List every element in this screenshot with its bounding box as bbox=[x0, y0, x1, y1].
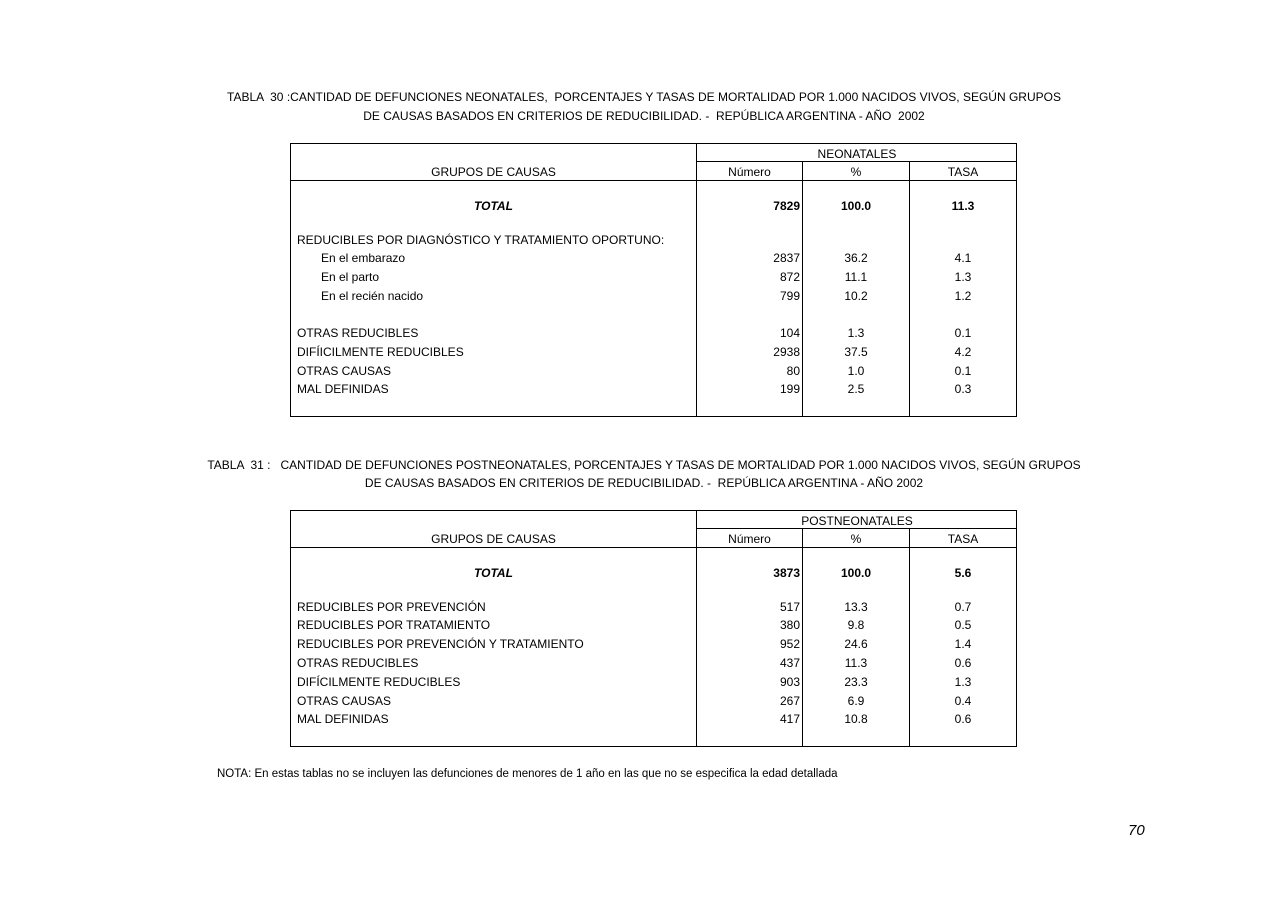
table-row-tasa: 0.4 bbox=[954, 694, 972, 708]
table30-total-pct: 100.0 bbox=[840, 199, 872, 213]
table-row-tasa: 0.6 bbox=[954, 656, 972, 670]
table-row-tasa: 4.2 bbox=[954, 345, 972, 359]
table-row-numero: 2938 bbox=[773, 345, 800, 359]
table30-total-label: TOTAL bbox=[474, 199, 513, 213]
table-row-label: REDUCIBLES POR PREVENCIÓN Y TRATAMIENTO bbox=[297, 637, 584, 651]
table-row-pct: 6.9 bbox=[847, 694, 865, 708]
table30 bbox=[290, 143, 1017, 417]
table30-title-line1: TABLA 30 :CANTIDAD DE DEFUNCIONES NEONATALES, PORCENTAJES Y TASAS DE MORTALIDAD POR 1.000 NACIDOS VIVOS, SEGÚN GRUPOS bbox=[227, 90, 1061, 104]
table-row-label: DIFÍCILMENTE REDUCIBLES bbox=[297, 675, 461, 689]
table-row-numero: 903 bbox=[779, 675, 800, 689]
table-row-pct: 23.3 bbox=[844, 675, 868, 689]
table31-col-pct: % bbox=[850, 532, 862, 546]
table-row-pct: 1.3 bbox=[847, 326, 865, 340]
footnote: NOTA: En estas tablas no se incluyen las defunciones de menores de 1 año en las que no se especifica la edad detallada bbox=[217, 768, 838, 780]
table-row-pct: 1.0 bbox=[847, 364, 865, 378]
table-row-label: En el embarazo bbox=[321, 251, 406, 265]
table-row-label: En el parto bbox=[321, 270, 380, 284]
table-row-tasa: 0.1 bbox=[954, 326, 972, 340]
table-row-numero: 799 bbox=[779, 289, 800, 303]
table-row-tasa: 1.4 bbox=[954, 637, 972, 651]
table31-group-header: POSTNEONATALES bbox=[801, 514, 913, 528]
table-row-tasa: 1.2 bbox=[954, 289, 972, 303]
table-row-pct: 36.2 bbox=[844, 251, 868, 265]
table-row-label: En el recién nacido bbox=[321, 289, 424, 303]
table31-total-pct: 100.0 bbox=[840, 566, 872, 580]
table30-col-pct: % bbox=[850, 165, 862, 179]
table-row-tasa: 1.3 bbox=[954, 270, 972, 284]
table-row-pct: 10.8 bbox=[844, 712, 868, 726]
table-row-label: OTRAS CAUSAS bbox=[297, 694, 392, 708]
table-row-tasa: 0.6 bbox=[954, 712, 972, 726]
table30-col-tasa: TASA bbox=[947, 165, 979, 179]
table-row-label: REDUCIBLES POR TRATAMIENTO bbox=[297, 618, 491, 632]
table30-col-numero: Número bbox=[728, 165, 771, 179]
table31-total-numero: 3873 bbox=[773, 566, 800, 580]
table-row-pct: 2.5 bbox=[847, 382, 865, 396]
table-row-pct: 24.6 bbox=[844, 637, 868, 651]
table-row-pct: 37.5 bbox=[844, 345, 868, 359]
table-row-numero: 872 bbox=[779, 270, 800, 284]
table-row-numero: 267 bbox=[779, 694, 800, 708]
table31-title-line2: DE CAUSAS BASADOS EN CRITERIOS DE REDUCIBILIDAD. - REPÚBLICA ARGENTINA - AÑO 2002 bbox=[364, 476, 924, 490]
table31-total-label: TOTAL bbox=[474, 566, 513, 580]
table-row-label: OTRAS CAUSAS bbox=[297, 364, 392, 378]
table-row-tasa: 0.3 bbox=[954, 382, 972, 396]
table-row-numero: 199 bbox=[779, 382, 800, 396]
table30-group-header: NEONATALES bbox=[817, 147, 897, 161]
table-row-numero: 952 bbox=[779, 637, 800, 651]
table-row-numero: 517 bbox=[779, 600, 800, 614]
table30-total-tasa: 11.3 bbox=[951, 199, 975, 213]
table-row-tasa: 0.7 bbox=[954, 600, 972, 614]
table-row-numero: 380 bbox=[779, 618, 800, 632]
table30-col-causas: GRUPOS DE CAUSAS bbox=[431, 165, 556, 179]
table-row-label: OTRAS REDUCIBLES bbox=[297, 656, 419, 670]
table-row-tasa: 4.1 bbox=[954, 251, 972, 265]
table-row-pct: 10.2 bbox=[844, 289, 868, 303]
table-row-numero: 437 bbox=[779, 656, 800, 670]
table-row-label: MAL DEFINIDAS bbox=[297, 712, 389, 726]
table-row-numero: 417 bbox=[779, 712, 800, 726]
table-row-pct: 13.3 bbox=[844, 600, 868, 614]
table31 bbox=[290, 510, 1017, 747]
table-row-numero: 80 bbox=[786, 364, 800, 378]
table-row-numero: 2837 bbox=[773, 251, 800, 265]
table-row-pct: 9.8 bbox=[847, 618, 865, 632]
table-row-pct: 11.1 bbox=[844, 270, 868, 284]
table-row-pct: 11.3 bbox=[844, 656, 868, 670]
table31-col-numero: Número bbox=[728, 532, 771, 546]
table30-title-line2: DE CAUSAS BASADOS EN CRITERIOS DE REDUCIBILIDAD. - REPÚBLICA ARGENTINA - AÑO 2002 bbox=[363, 109, 925, 123]
page-number: 70 bbox=[1128, 822, 1145, 839]
table31-col-tasa: TASA bbox=[947, 532, 979, 546]
table-row-label: OTRAS REDUCIBLES bbox=[297, 326, 419, 340]
table31-total-tasa: 5.6 bbox=[954, 566, 972, 580]
table-row-numero: 104 bbox=[779, 326, 800, 340]
table30-total-numero: 7829 bbox=[773, 199, 800, 213]
table31-title-line1: TABLA 31 : CANTIDAD DE DEFUNCIONES POSTNEONATALES, PORCENTAJES Y TASAS DE MORTALIDAD POR 1.000 NACIDOS VIVOS, SEGÚN GRUPOS bbox=[207, 458, 1081, 472]
table-row-label: MAL DEFINIDAS bbox=[297, 382, 389, 396]
table-row-tasa: 0.1 bbox=[954, 364, 972, 378]
table-row-label: REDUCIBLES POR PREVENCIÓN bbox=[297, 600, 486, 614]
table31-col-causas: GRUPOS DE CAUSAS bbox=[431, 532, 556, 546]
table-row-label: DIFÍICILMENTE REDUCIBLES bbox=[297, 345, 464, 359]
table-row-tasa: 0.5 bbox=[954, 618, 972, 632]
table30-section-heading: REDUCIBLES POR DIAGNÓSTICO Y TRATAMIENTO OPORTUNO: bbox=[297, 233, 665, 247]
table-row-tasa: 1.3 bbox=[954, 675, 972, 689]
